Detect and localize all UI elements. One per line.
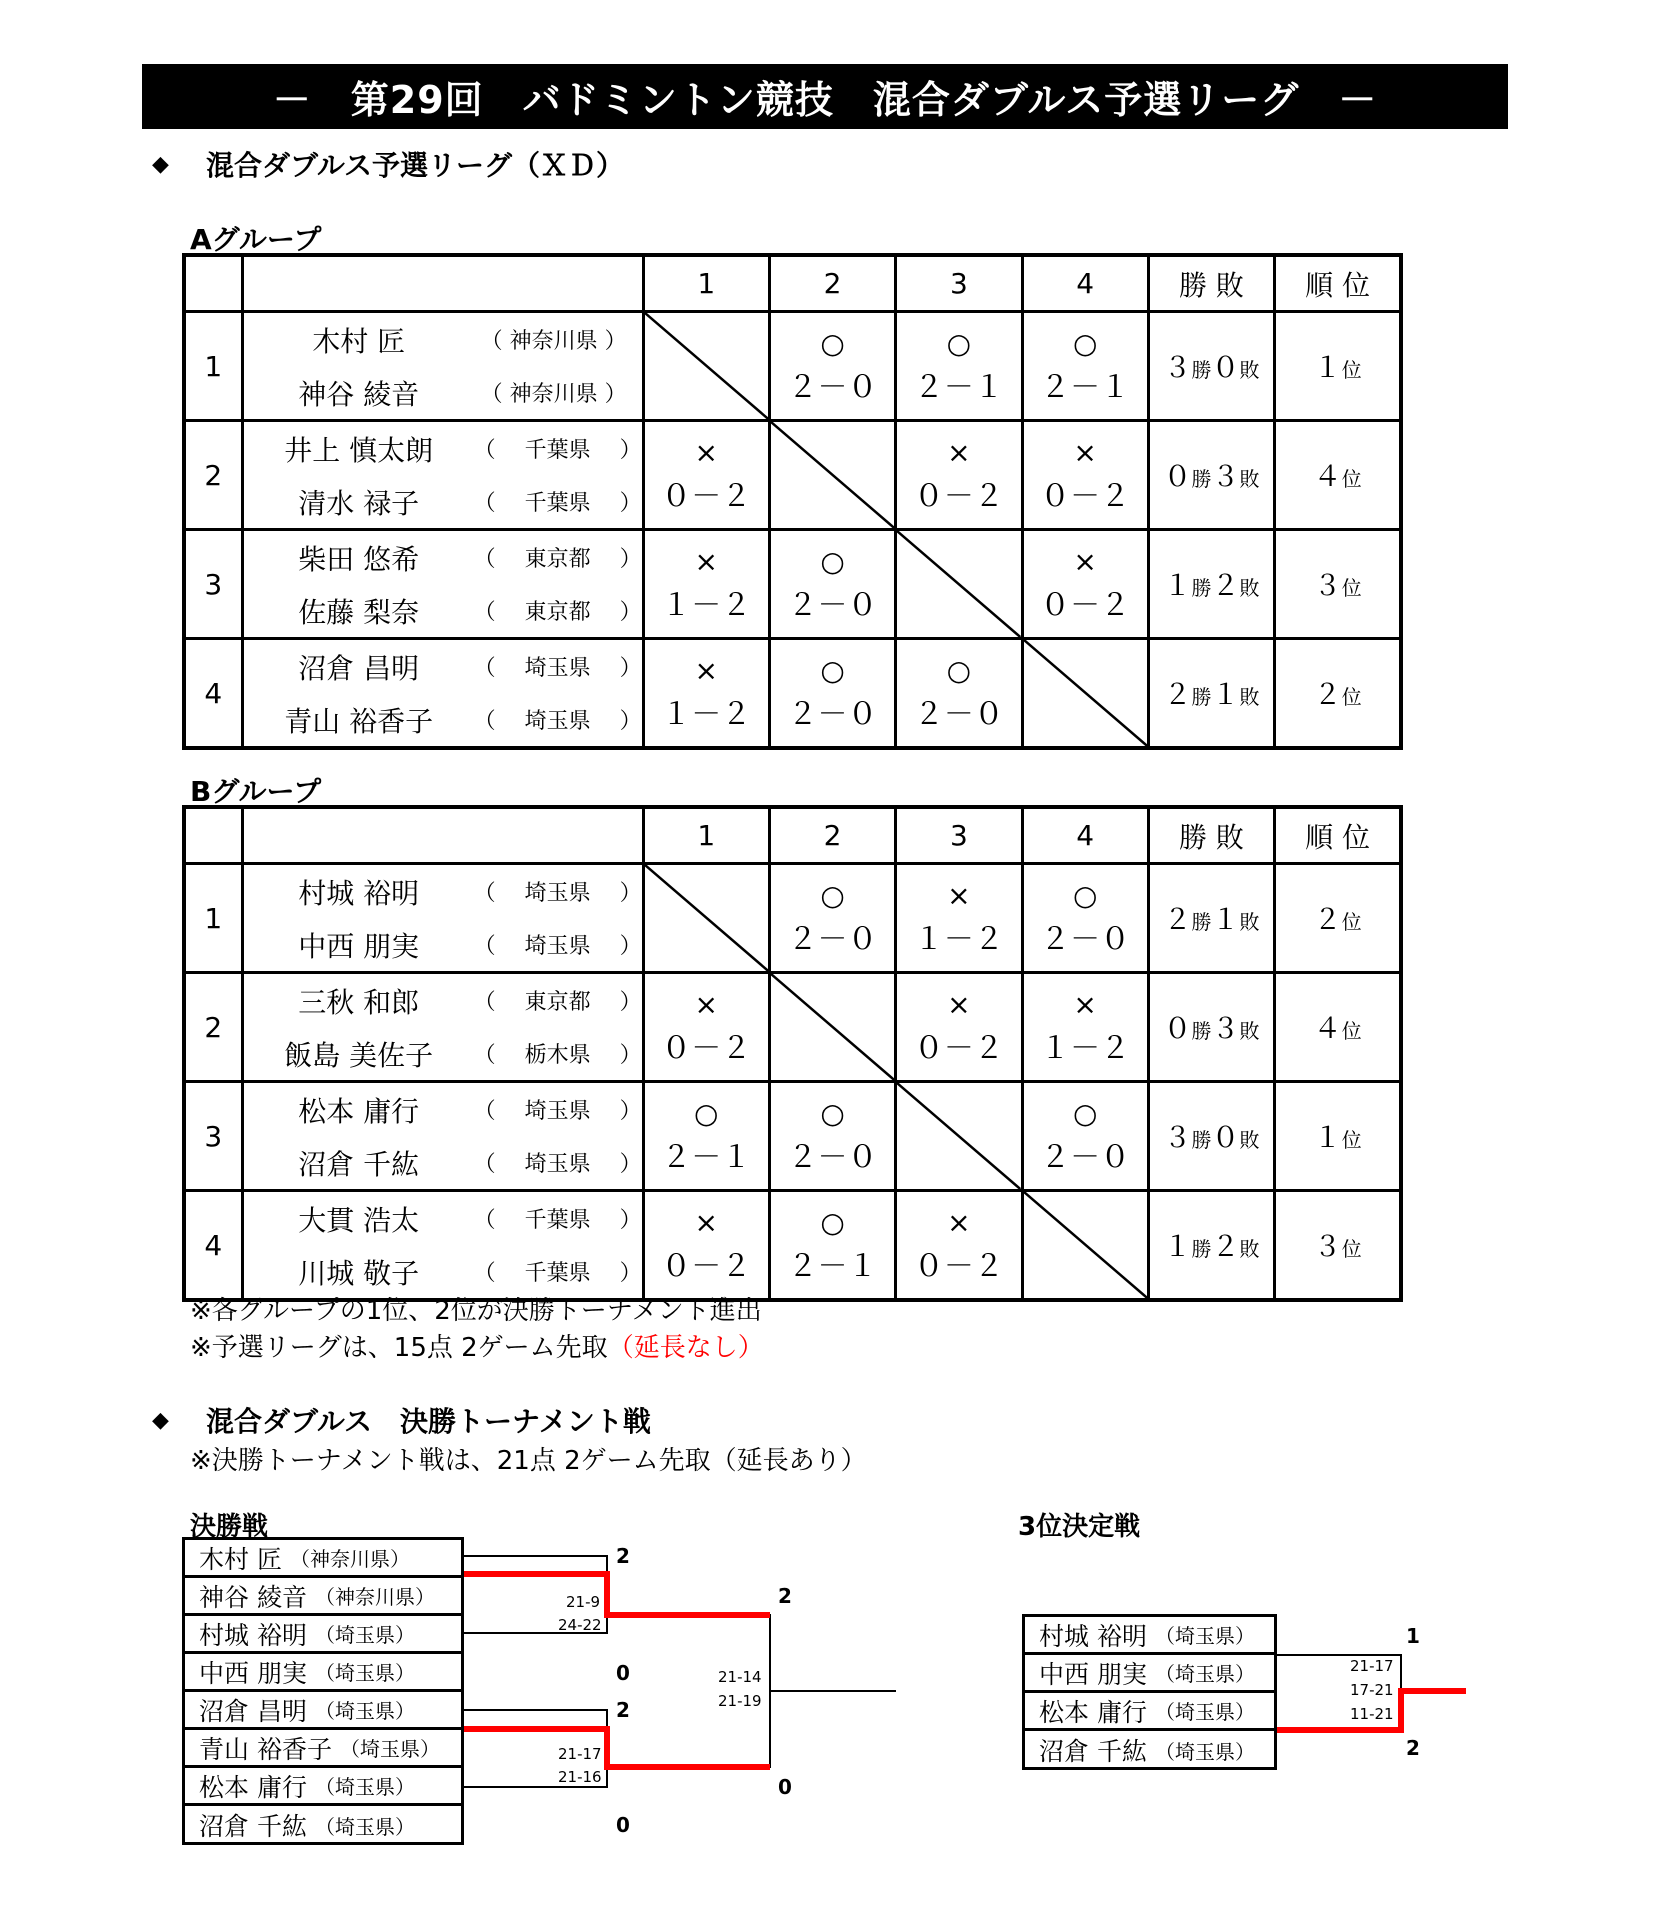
win-label: 勝 [1191,467,1212,491]
third-game1: 21-17 [1350,1657,1394,1675]
result-mark: × [947,436,971,469]
player-prefecture: （ 千葉県 ） [473,1261,642,1286]
player-name: 神谷 綾音 [298,377,420,411]
player-name: 飯島 美佐子 [284,1038,434,1072]
entry-name: 神谷 綾音 [199,1582,307,1612]
entry-name: 村城 裕明 [199,1620,307,1650]
entry-prefecture: （埼玉県） [1154,1700,1255,1724]
entry-name: 沼倉 昌明 [199,1696,307,1726]
final-top-score: 2 [778,1584,792,1608]
losses: ０ [1211,351,1240,384]
player-prefecture: （ 千葉県 ） [473,491,642,516]
entry-prefecture: （埼玉県） [314,1775,415,1799]
sf2-game1: 21-17 [558,1745,602,1763]
result-score: １－２ [1040,1031,1131,1066]
result-score: ２－０ [787,922,878,957]
result-mark: ○ [820,1206,845,1239]
wins: ０ [1163,1012,1192,1045]
wins: ２ [1163,903,1192,936]
pair-number: 4 [184,639,242,749]
lose-label: 敗 [1239,1128,1260,1152]
result-score: ２－１ [787,1249,878,1284]
player-name: 清水 禄子 [298,486,420,520]
win-label: 勝 [1191,910,1212,934]
entry-name: 松本 庸行 [199,1772,307,1802]
header-wl: 勝 敗 [1148,255,1274,312]
result-mark: ○ [694,1097,719,1130]
entry-prefecture: （埼玉県） [1154,1739,1255,1764]
result-mark: ○ [946,327,972,360]
losses: ３ [1211,460,1240,493]
lose-label: 敗 [1239,1019,1260,1043]
result-score: ０－２ [913,479,1004,514]
header-c2: 2 [769,255,895,312]
entry-prefecture: （埼玉県） [314,1623,415,1647]
entry-name: 木村 匠 [199,1544,282,1574]
result-score: ２－１ [913,370,1004,405]
player-prefecture: （ 東京都 ） [473,990,642,1015]
result-score: ０－２ [1040,479,1131,514]
result-mark: × [694,988,718,1021]
result-mark: ○ [820,1097,845,1130]
result-score: ２－０ [787,370,878,405]
third-place-label: 3位決定戦 [1018,1512,1141,1542]
header-c2: 2 [769,807,895,864]
player-name: 佐藤 梨奈 [298,595,420,629]
wins: １ [1163,569,1192,602]
result-mark: × [694,436,718,469]
final-bracket [607,1615,770,1767]
sf2-bottom-score: 0 [616,1813,630,1837]
result-mark: × [694,545,718,578]
result-mark: ○ [946,654,972,687]
entry-name: 村城 裕明 [1039,1621,1147,1651]
final-label: 決勝戦 [190,1512,269,1542]
third-top-score: 1 [1406,1624,1420,1648]
rank-label: 位 [1341,576,1362,600]
player-name: 木村 匠 [312,324,406,358]
entry-prefecture: （埼玉県） [1154,1624,1255,1648]
result-score: ２－１ [1040,370,1131,405]
player-prefecture: （ 埼玉県 ） [473,1099,642,1124]
note-advance: ※各グループの1位、2位が決勝トーナメント進出 [190,1296,762,1326]
player-name: 井上 慎太朗 [284,433,434,467]
lose-label: 敗 [1239,685,1260,709]
player-prefecture: （ 東京都 ） [473,600,642,625]
pair-number: 2 [184,973,242,1082]
sf1-game1: 21-9 [566,1593,601,1611]
entry-prefecture: （埼玉県） [1154,1662,1255,1686]
bracket-entry [1025,1617,1274,1655]
sf2-win-line [464,1729,770,1767]
win-label: 勝 [1191,1237,1212,1261]
entry-name: 中西 朋実 [1039,1659,1147,1689]
third-game2: 17-21 [1350,1681,1394,1699]
player-prefecture: （ 神奈川県 ） [480,329,627,354]
win-label: 勝 [1191,358,1212,382]
league-section-title: 混合ダブルス予選リーグ（ＸＤ） [206,149,625,182]
note-tournament-rule: ※決勝トーナメント戦は、21点 2ゲーム先取（延長あり） [190,1446,867,1476]
diamond-icon: ◆ [152,151,169,177]
third-game3: 11-21 [1350,1705,1394,1723]
lose-label: 敗 [1239,467,1260,491]
player-name: 沼倉 千紘 [298,1147,420,1181]
result-mark: ○ [820,879,845,912]
rank-label: 位 [1341,910,1362,934]
lose-label: 敗 [1239,576,1260,600]
final-game2: 21-19 [718,1692,762,1710]
entry-prefecture: （埼玉県） [314,1814,415,1839]
result-mark: × [947,988,971,1021]
rank-label: 位 [1341,467,1362,491]
bracket-entry [1025,1655,1274,1693]
wins: ２ [1163,678,1192,711]
rank-label: 位 [1341,1237,1362,1261]
bracket-entry [1025,1693,1274,1731]
sf1-win-line [464,1574,770,1615]
win-label: 勝 [1191,576,1212,600]
result-score: ０－２ [661,479,752,514]
rank-label: 位 [1341,358,1362,382]
losses: １ [1211,903,1240,936]
result-mark: × [1073,436,1097,469]
result-score: ２－１ [661,1140,752,1175]
result-score: ０－２ [913,1031,1004,1066]
result-score: ０－２ [913,1249,1004,1284]
rank: １ [1313,351,1342,384]
result-score: ０－２ [661,1249,752,1284]
player-prefecture: （ 千葉県 ） [473,438,642,463]
result-mark: × [694,654,718,687]
entry-prefecture: （埼玉県） [314,1699,415,1723]
losses: ２ [1211,1230,1240,1263]
result-score: １－２ [661,697,752,732]
losses: ３ [1211,1012,1240,1045]
result-mark: ○ [820,545,845,578]
header-c3: 3 [896,807,1022,864]
result-score: ０－２ [1040,588,1131,623]
result-score: １－２ [661,588,752,623]
result-mark: × [1073,545,1097,578]
losses: １ [1211,678,1240,711]
header-wl: 勝 敗 [1148,807,1274,864]
result-score: ２－０ [787,1140,878,1175]
group-a-label: Aグループ [190,223,322,256]
header-c3: 3 [896,255,1022,312]
pair-number: 4 [184,1191,242,1301]
pair-number: 3 [184,530,242,639]
result-score: １－２ [913,922,1004,957]
rank: ３ [1313,1230,1342,1263]
third-entries-box [1022,1614,1277,1770]
player-name: 川城 敬子 [298,1256,420,1290]
tournament-section-title: 混合ダブルス 決勝トーナメント戦 [206,1405,651,1438]
pair-number: 1 [184,864,242,973]
rank: ２ [1313,903,1342,936]
note-league-rule-text: ※予選リーグは、15点 2ゲーム先取 [190,1333,608,1363]
entry-prefecture: （埼玉県） [339,1737,440,1761]
group-b-label: Bグループ [190,775,322,808]
wins: １ [1163,1230,1192,1263]
result-score: ０－２ [661,1031,752,1066]
sf2-game2: 21-16 [558,1768,602,1786]
pair-number: 3 [184,1082,242,1191]
player-name: 大貫 浩太 [298,1203,420,1237]
losses: ２ [1211,569,1240,602]
lose-label: 敗 [1239,910,1260,934]
entry-name: 沼倉 千紘 [199,1812,307,1841]
result-mark: × [947,879,971,912]
win-label: 勝 [1191,685,1212,709]
result-score: ２－０ [1040,1140,1131,1175]
win-label: 勝 [1191,1019,1212,1043]
entry-name: 松本 庸行 [1039,1697,1147,1727]
player-prefecture: （ 神奈川県 ） [480,382,627,407]
rank: ２ [1313,678,1342,711]
rank-label: 位 [1341,1019,1362,1043]
result-mark: × [1073,988,1097,1021]
final-game1: 21-14 [718,1668,762,1686]
third-bottom-score: 2 [1406,1736,1420,1760]
result-score: ２－０ [1040,922,1131,957]
player-prefecture: （ 埼玉県 ） [473,934,642,959]
player-name: 松本 庸行 [298,1094,420,1128]
result-mark: ○ [820,654,845,687]
lose-label: 敗 [1239,358,1260,382]
header-rank: 順 位 [1275,255,1401,312]
result-mark: ○ [1072,1097,1098,1130]
player-name: 沼倉 昌明 [298,651,420,685]
wins: ３ [1163,1121,1192,1154]
page-title: － 第29回 バドミントン競技 混合ダブルス予選リーグ － [142,64,1508,129]
player-prefecture: （ 東京都 ） [473,547,642,572]
entry-name: 沼倉 千紘 [1039,1737,1147,1766]
bracket-entry [1025,1731,1274,1769]
sf1-game2: 24-22 [558,1616,602,1634]
pair-number: 1 [184,312,242,421]
result-mark: × [947,1206,971,1239]
wins: ０ [1163,460,1192,493]
result-score: ２－０ [787,588,878,623]
header-rank: 順 位 [1275,807,1401,864]
player-name: 中西 朋実 [298,929,420,963]
rank-label: 位 [1341,1128,1362,1152]
player-prefecture: （ 埼玉県 ） [473,656,642,681]
entry-prefecture: （神奈川県） [289,1547,410,1571]
sf2-top-score: 2 [616,1698,630,1722]
rank-label: 位 [1341,685,1362,709]
header-c1: 1 [643,255,769,312]
header-c1: 1 [643,807,769,864]
player-name: 柴田 悠希 [298,542,420,576]
result-score: ２－０ [913,697,1004,732]
header-c4: 4 [1022,255,1148,312]
note-no-extension: （延長なし） [607,1333,764,1363]
result-mark: ○ [1072,879,1098,912]
lose-label: 敗 [1239,1237,1260,1261]
result-score: ２－０ [787,697,878,732]
player-name: 青山 裕香子 [284,704,434,738]
final-bottom-score: 0 [778,1775,792,1799]
sf1-bottom-score: 0 [616,1661,630,1685]
rank: ４ [1313,1012,1342,1045]
wins: ３ [1163,351,1192,384]
player-prefecture: （ 埼玉県 ） [473,709,642,734]
losses: ０ [1211,1121,1240,1154]
header-c4: 4 [1022,807,1148,864]
pair-number: 2 [184,421,242,530]
player-prefecture: （ 千葉県 ） [473,1208,642,1233]
rank: ３ [1313,569,1342,602]
player-name: 三秋 和郎 [298,985,420,1019]
entry-name: 青山 裕香子 [199,1734,332,1764]
entry-prefecture: （埼玉県） [314,1661,415,1685]
entry-name: 中西 朋実 [199,1658,307,1688]
result-mark: × [694,1206,718,1239]
player-prefecture: （ 栃木県 ） [473,1043,642,1068]
player-prefecture: （ 埼玉県 ） [473,881,642,906]
rank: ４ [1313,460,1342,493]
rank: １ [1313,1121,1342,1154]
result-mark: ○ [820,327,845,360]
win-label: 勝 [1191,1128,1212,1152]
result-mark: ○ [1072,327,1098,360]
diamond-icon: ◆ [152,1407,169,1433]
player-prefecture: （ 埼玉県 ） [473,1152,642,1177]
sf1-top-score: 2 [616,1544,630,1568]
player-name: 村城 裕明 [298,876,420,910]
entry-prefecture: （神奈川県） [314,1585,435,1609]
